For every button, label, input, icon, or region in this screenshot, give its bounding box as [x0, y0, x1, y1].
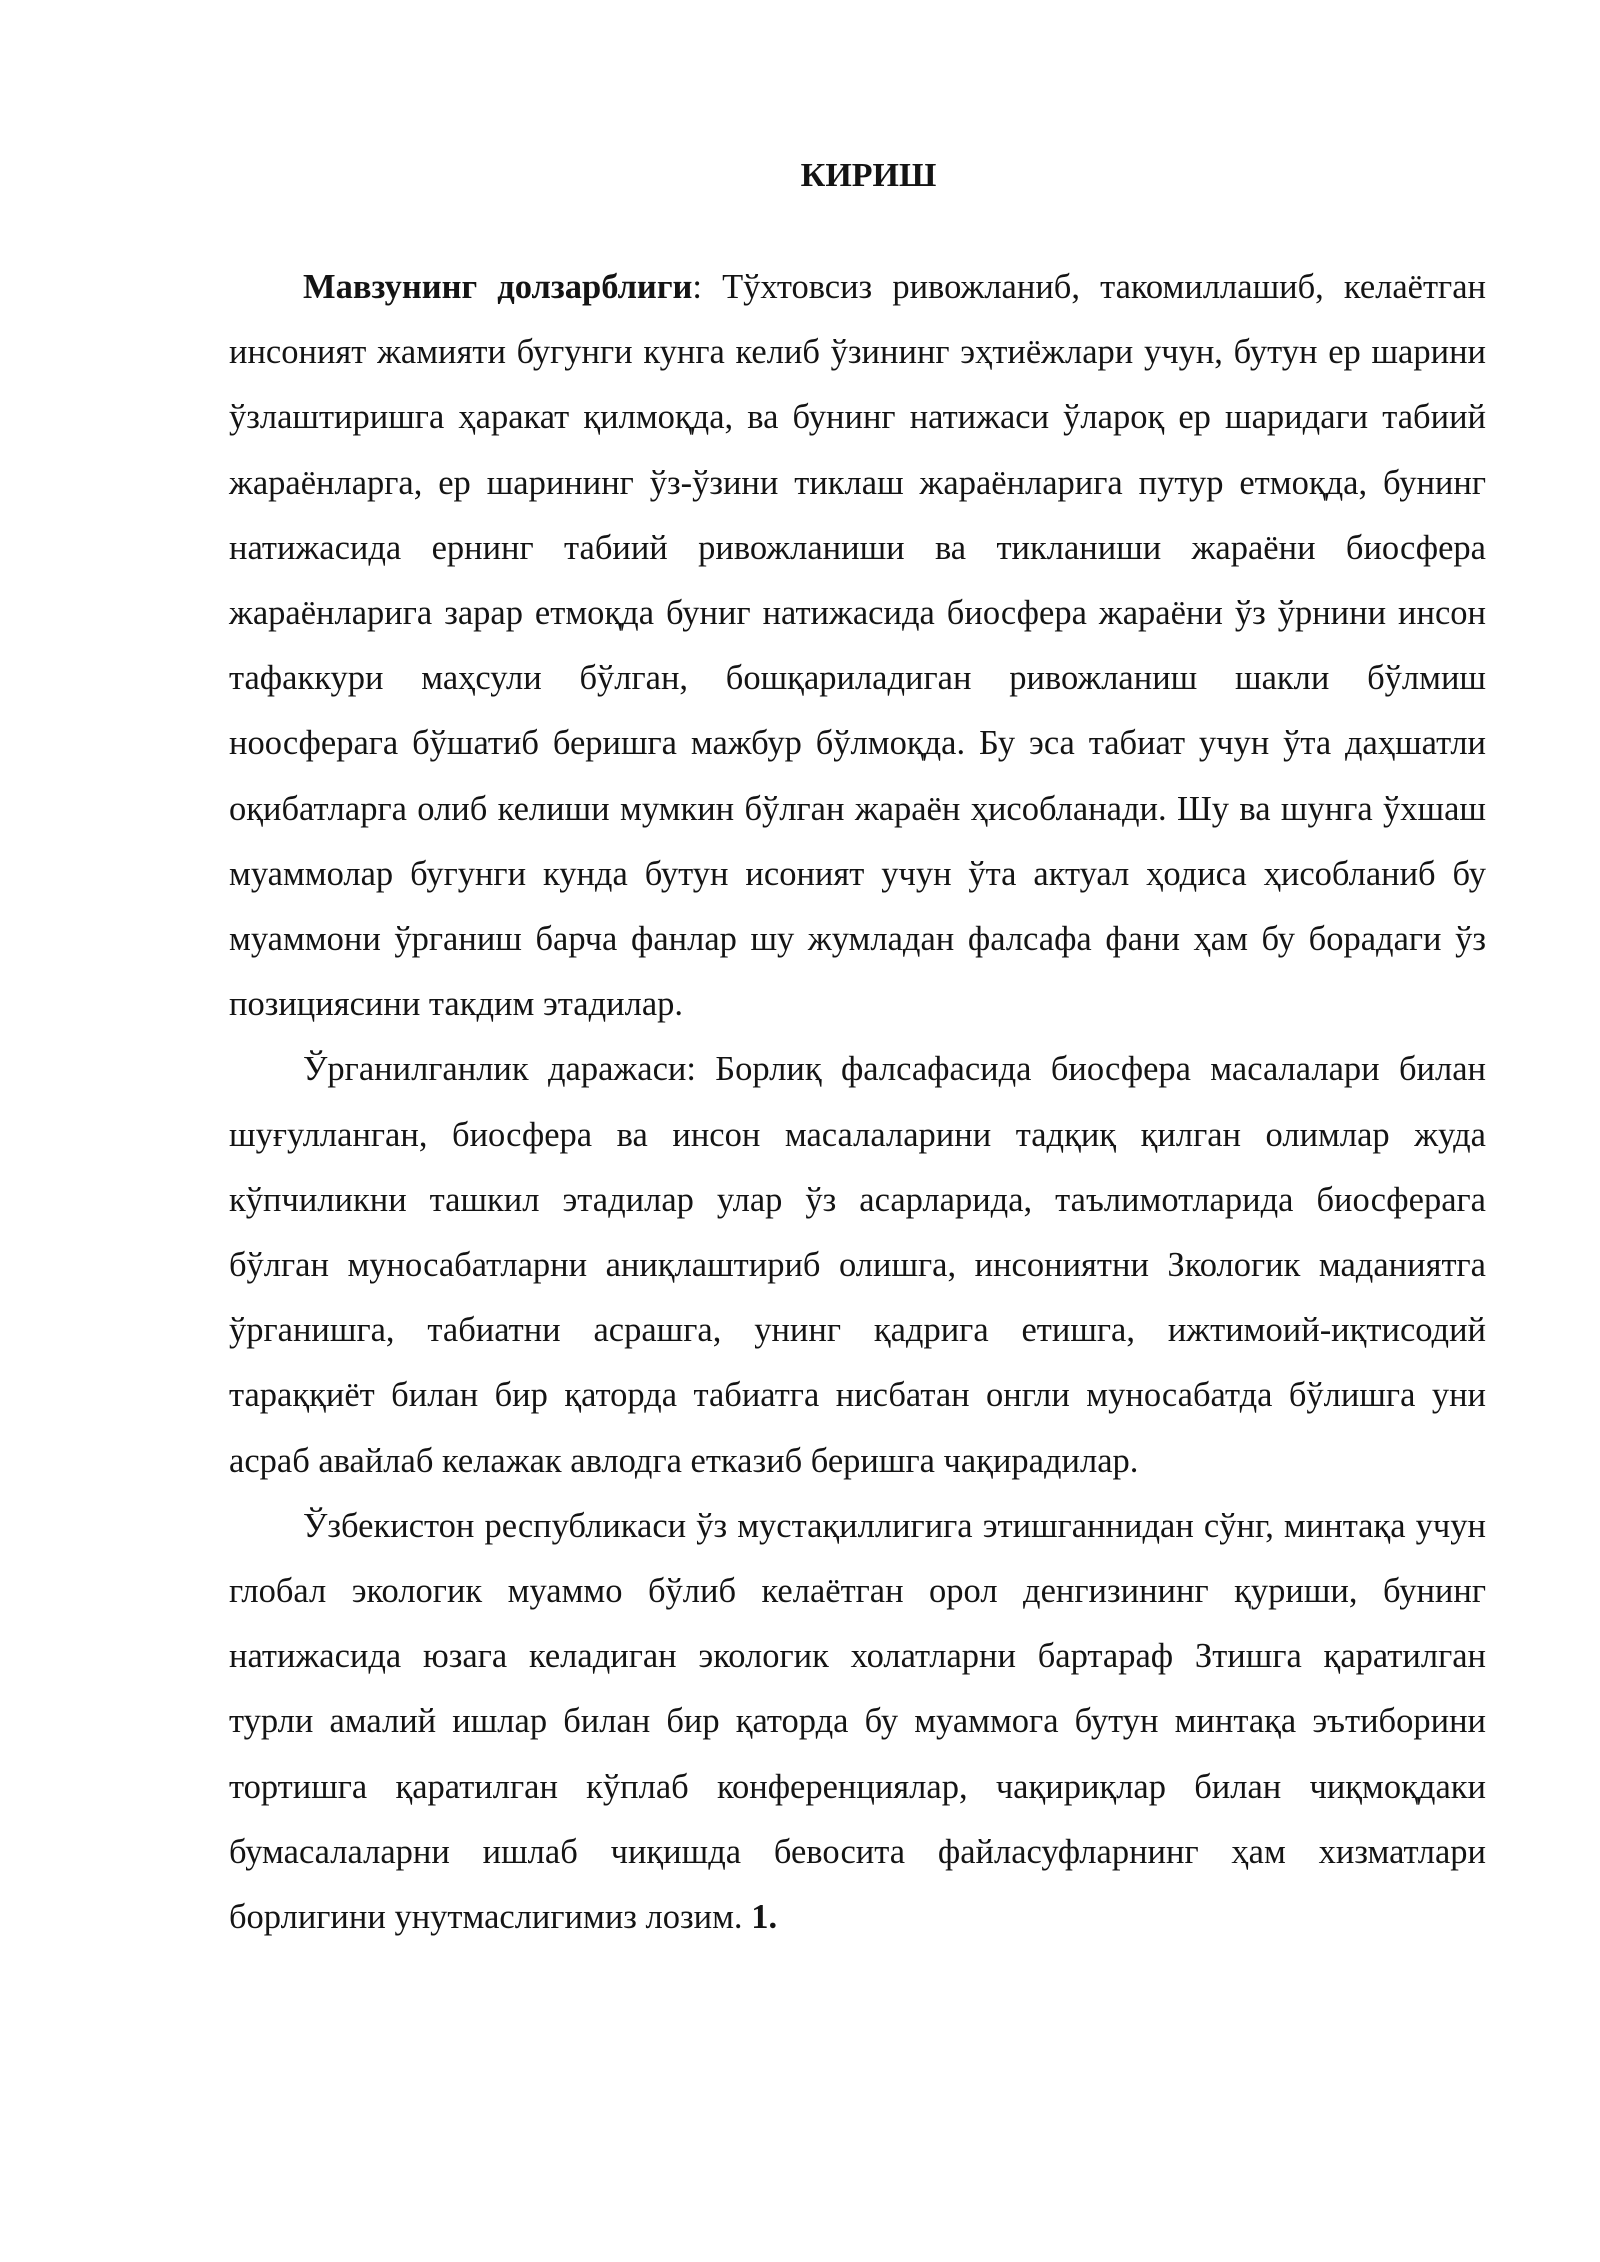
- list-number: 1.: [742, 1898, 778, 1937]
- relevance-lead-colon: :: [692, 268, 702, 306]
- paragraph-study-degree: [229, 1037, 1486, 1493]
- paragraph-uzbekistan: [229, 1494, 1486, 1950]
- relevance-lead: Мавзунинг долзарблиги: [303, 268, 693, 306]
- paragraph-relevance: [229, 255, 1486, 1037]
- document-body: [229, 255, 1486, 1950]
- uzbekistan-text: Ўзбекистон республикаси ўз мустақиллигига этишганнидан сўнг, минтақа учун глобал экологик муаммо бўлиб келаётган орол денгизининг қуриши, бунинг натижасида юзага келадиган экологик холатларни бартараф Зтишга қаратилган турли амалий ишлар билан бир қаторда бу муаммога бутун минтақа эътиборини тортишга қаратилган кўплаб конференциялар, чақириқлар билан чиқмоқдаки бумасалаларни ишлаб чиқишда бевосита файласуфларнинг ҳам хизматлари борлигини унутмаслигимиз лозим.: [229, 1506, 1486, 1937]
- study-degree-text: Ўрганилганлик даражаси: Борлиқ фалсафасида биосфера масалалари билан шуғулланган, биосфера ва инсон масалаларини тадқиқ қилган олимлар жуда кўпчиликни ташкил этадилар улар ўз асарларида, таълимотларида биосферага бўлган муносабатларни аниқлаштириб олишга, инсониятни Зкологик маданиятга ўрганишга, табиатни асрашга, унинг қадрига етишга, ижтимоий-иқтисодий тараққиёт билан бир қаторда табиатга нисбатан онгли муносабатда бўлишга уни асраб авайлаб келажак авлодга етказиб беришга чақирадилар.: [229, 1050, 1486, 1480]
- relevance-text: Тўхтовсиз ривожланиб, такомиллашиб, келаётган инсоният жамияти бугунги кунга келиб ўзининг эҳтиёжлари учун, бутун ер шарини ўзлаштиришга ҳаракат қилмоқда, ва бунинг натижаси ўлароқ ер шаридаги табиий жараёнларга, ер шарининг ўз-ўзини тиклаш жараёнларига путур етмоқда, бунинг натижасида ернинг табиий ривожланиши ва тикланиши жараёни биосфера жараёнларига зарар етмоқда буниг натижасида биосфера жараёни ўз ўрнини инсон тафаккури маҳсули бўлган, бошқариладиган ривожланиш шакли бўлмиш ноосферага бўшатиб беришга мажбур бўлмоқда. Бу эса табиат учун ўта даҳшатли оқибатларга олиб келиши мумкин бўлган жараён ҳисобланади. Шу ва шунга ўхшаш муаммолар бугунги кунда бутун исоният учун ўта актуал ҳодиса ҳисобланиб бу муаммони ўрганиш барча фанлар шу жумладан фалсафа фани ҳам бу борадаги ўз позициясини такдим этадилар.: [229, 268, 1486, 1024]
- page-title: КИРИШ: [800, 157, 937, 194]
